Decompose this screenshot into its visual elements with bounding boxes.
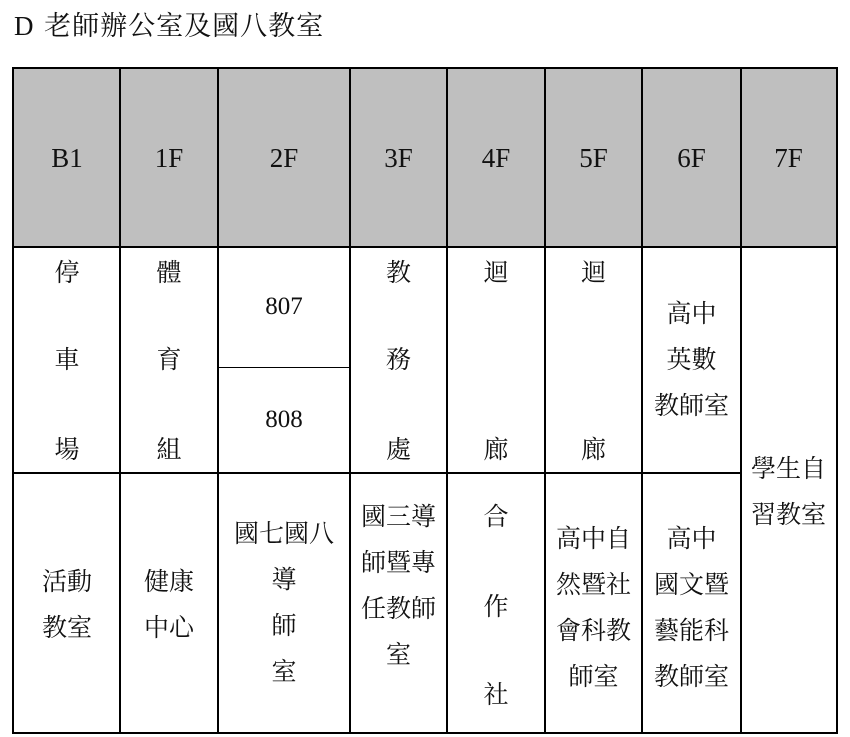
cell-hs-science-social-office: 高中自 然暨社 會科教 師室 (555, 524, 631, 691)
cell-academic-affairs: 教 務 處 (385, 258, 411, 464)
floor-table (12, 67, 838, 734)
col-divider (641, 69, 643, 732)
header-1f: 1F (120, 69, 218, 247)
cell-room-807: 807 (265, 293, 303, 320)
header-7f: 7F (741, 69, 836, 247)
cell-pe-office: 體 育 組 (156, 258, 182, 464)
cell-parking: 停 車 場 (54, 258, 80, 464)
col-divider (217, 69, 219, 732)
header-5f: 5F (545, 69, 642, 247)
col-divider (119, 69, 121, 732)
col-divider (446, 69, 448, 732)
header-b1: B1 (14, 69, 120, 247)
cell-corridor-5f: 迴 廊 (580, 258, 606, 464)
col-divider (544, 69, 546, 732)
cell-health-center: 健康 中心 (143, 567, 194, 642)
col-divider (740, 69, 742, 732)
cell-grade9-teacher-office: 國三導 師暨專 任教師 室 (360, 502, 436, 669)
cell-hs-english-math-office: 高中 英數 教師室 (653, 298, 729, 420)
cell-co-op-store: 合 作 社 (483, 502, 509, 709)
cell-grade7-8-homeroom-office: 國七國八 導 師 室 (233, 519, 334, 686)
cell-hs-chinese-arts-office: 高中 國文暨 藝能科 教師室 (653, 524, 729, 691)
col-divider (349, 69, 351, 732)
cell-study-room: 學生自 習教室 (750, 453, 826, 529)
header-6f: 6F (642, 69, 741, 247)
cell-room-808: 808 (265, 406, 303, 433)
header-3f: 3F (350, 69, 447, 247)
header-4f: 4F (447, 69, 545, 247)
header-2f: 2F (218, 69, 350, 247)
header-divider (14, 246, 836, 248)
cell-activity-room: 活動 教室 (41, 567, 92, 642)
cell-corridor-4f: 迴 廊 (483, 258, 509, 464)
page-title: D 老師辦公室及國八教室 (14, 11, 325, 42)
row-divider (14, 472, 741, 474)
